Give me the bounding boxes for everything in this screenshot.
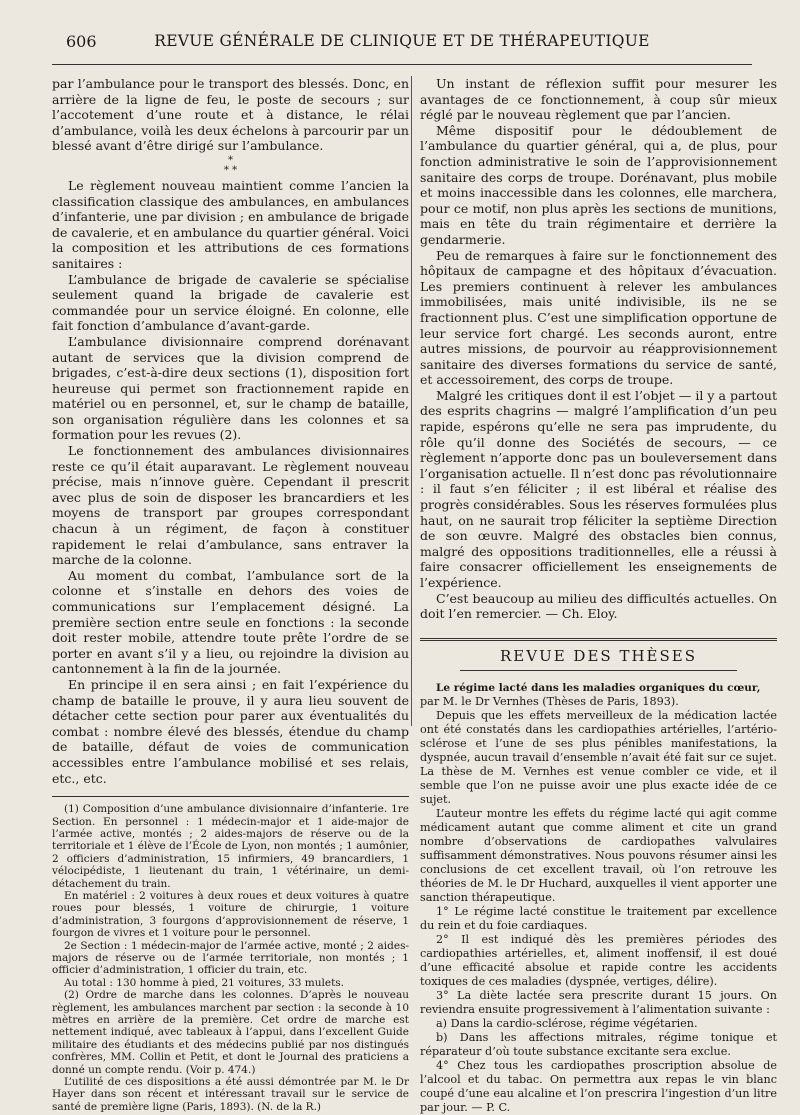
paragraph: 3° La diète lactée sera prescrite durant 15 jours. On reviendra ensuite progressivement à l’alimentation suivante : bbox=[420, 989, 777, 1017]
left-column bbox=[52, 76, 409, 1113]
footnotes bbox=[52, 796, 409, 1113]
right-column bbox=[420, 76, 777, 1115]
column-divider bbox=[411, 76, 412, 726]
paragraph: 1° Le régime lacté constitue le traitement par excellence du rein et du foie cardiaques. bbox=[420, 905, 777, 933]
section-stars: * * * bbox=[223, 154, 238, 176]
header-rule bbox=[52, 64, 752, 65]
paragraph: Un instant de réflexion suffit pour mesurer les avantages de ce fonctionnement, à coup sûr mieux réglé par le nouveau règlement que par l’ancien. bbox=[420, 76, 777, 123]
footnote: 2e Section : 1 médecin-major de l’armée active, monté ; 2 aides-majors de réserve ou de l’armée territoriale, non montés ; 1 officier d’administration, 1 officier du train, etc. bbox=[52, 939, 409, 977]
paragraph: 4° Chez tous les cardiopathes proscription absolue de l’alcool et du tabac. On permettra aux repas le vin blanc coupé d’une eau alcaline et l’on prescrira l’ingestion d’un litre par jour. — P. C. bbox=[420, 1059, 777, 1115]
paragraph: a) Dans la cardio-sclérose, régime végétarien. bbox=[436, 1017, 698, 1031]
paragraph: par l’ambulance pour le transport des blessés. Donc, en arrière de la ligne de feu, le poste de secours ; sur l’accotement d’une route et à distance, le rélai d’ambulance, voilà les deux échelons à parcourir par un blessé avant d’être dirigé sur l’ambulance. bbox=[52, 76, 409, 154]
running-header bbox=[52, 28, 752, 54]
thesis-review bbox=[420, 681, 777, 1115]
footnote: Au total : 130 homme à pied, 21 voitures, 33 mulets. bbox=[64, 976, 345, 989]
paragraph: En principe il en sera ainsi ; en fait l’expérience du champ de bataille le prouve, il y aura lieu souvent de détacher cette section pour parer aux éventualités du combat : nombre élevé des blessés, étendue du champ de bataille, défaut de voies de communication accessibles entre l’ambulance mobilisé et ses relais, etc., etc. bbox=[52, 676, 409, 786]
paragraph: Même dispositif pour le dédoublement de l’ambulance du quartier général, qui a, de plus, pour fonction administrative le soin de l’approvisionnement sanitaire des corps de troupe. Dorénavant, plus mobile et moins inaccessible dans les colonnes, elle marchera, pour ce motif, non plus après les sections de munitions, mais en tête du train régimentaire et derrière la gendarmerie. bbox=[420, 122, 777, 247]
paragraph: L’ambulance divisionnaire comprend dorénavant autant de services que la division comprend de brigades, c’est-à-dire deux sections (1), disposition fort heureuse qui permet son fractionnement rapide en matériel ou en personnel, et, sur le champ de bataille, son organisation régulière dans les colonnes et sa formation pour les revues (2). bbox=[52, 333, 409, 443]
thesis-heading bbox=[420, 681, 777, 695]
thesis-source: par M. le Dr Vernhes (Thèses de Paris, 1893). bbox=[420, 695, 679, 709]
footnote: L’utilité de ces dispositions a été aussi démontrée par M. le Dr Hayer dans son récent et intéressant travail sur le service de santé de première ligne (Paris, 1893). (N. de la R.) bbox=[52, 1076, 409, 1113]
paragraph: L’auteur montre les effets du régime lacté qui agit comme médicament autant que comme aliment et cite un grand nombre d’observations de cardiopathes valvulaires suffisamment démonstratives. Nous pouvons résumer ainsi les conclusions de cet excellent travail, où l’on retrouve les théories de M. le Dr Huchard, auxquelles il vient apporter une sanction thérapeutique. bbox=[420, 807, 777, 905]
paragraph: Le règlement nouveau maintient comme l’ancien la classification classique des ambulances, en ambulances d’infanterie, une par division ; en ambulance de brigade de cavalerie, et en ambulance du quartier général. Voici la composition et les attributions de ces formations sanitaires : bbox=[52, 177, 409, 271]
paragraph: Au moment du combat, l’ambulance sort de la colonne et s’installe en dehors des voies de communications sur l’emplacement désigné. La première section entre seule en fonctions : la seconde doit rester mobile, attendre toute prête l’ordre de se porter en avant s’il y a lieu, ou rejoindre la division au cantonnement à la fin de la journée. bbox=[52, 567, 409, 677]
thesis-title: Le régime lacté dans les maladies organiques du cœur, bbox=[436, 682, 761, 695]
paragraph: b) Dans les affections mitrales, régime tonique et réparateur d’où toute substance excitante sera exclue. bbox=[420, 1031, 777, 1059]
section-rule bbox=[420, 638, 777, 641]
footnote: (2) Ordre de marche dans les colonnes. D’après le nouveau règlement, les ambulances marchent par section : la seconde à 10 mètres en arrière de la première. Cet ordre de marche est nettement indiqué, avec tableaux à l’appui, dans l’excellent Guide militaire des étudiants et des médecins publié par nos distingués confrères, MM. Collin et Petit, et dont le Journal des praticiens a donné un compte rendu. (Voir p. 474.) bbox=[52, 989, 409, 1076]
running-title: REVUE GÉNÉRALE DE CLINIQUE ET DE THÉRAPEUTIQUE bbox=[154, 32, 650, 50]
footnote: En matériel : 2 voitures à deux roues et deux voitures à quatre roues pour blessés, 1 voiture de chirurgie, 1 voiture d’administration, 3 fourgons d’approvisionnement de réserve, 1 fourgon de vivres et 1 voiture pour le personnel. bbox=[52, 889, 409, 940]
paragraph: C’est beaucoup au milieu des difficultés actuelles. On doit l’en remercier. — Ch. Eloy. bbox=[420, 590, 777, 622]
paragraph: Malgré les critiques dont il est l’objet — il y a partout des esprits chagrins — malgré l’amplification d’un peu rapide, espérons qu’elle ne sera pas imprudente, du rôle qu’il donne des Sociétés de secours, — ce règlement n’apporte donc pas un bouleversement dans l’organisation actuelle. Il n’est donc pas révolutionnaire : il faut s’en féliciter ; il est libéral et réalise des progrès considérables. Sous les réserves formulées plus haut, on ne saurait trop féliciter la septième Direction de son œuvre. Malgré des obstacles bien connus, malgré des oppositions traditionnelles, elle a réussi à faire consacrer officiellement les enseignements de l’expérience. bbox=[420, 387, 777, 590]
footnote: (1) Composition d’une ambulance divisionnaire d’infanterie. 1re Section. En personnel : 1 médecin-major et 1 aide-major de l’armée active, montés ; 2 aides-majors de réserve ou de la territoriale et 1 élève de l’École de Lyon, non montés ; 1 aumônier, 2 officiers d’administration, 15 infirmiers, 49 brancardiers, 1 vélocipédiste, 1 lieutenant du train, 1 vétérinaire, un demi-détachement du train. bbox=[52, 803, 409, 890]
paragraph: Depuis que les effets merveilleux de la médication lactée ont été constatés dans les cardiopathies artérielles, l’artério-sclérose et l’une de ses plus pénibles manifestations, la dyspnée, aucun travail d’ensemble n’avait été fait sur ce sujet. La thèse de M. Vernhes est venue combler ce vide, et il semble que l’on ne puisse avoir une plus exacte idée de ce sujet. bbox=[420, 709, 777, 807]
paragraph: Peu de remarques à faire sur le fonctionnement des hôpitaux de campagne et des hôpitaux d’évacuation. Les premiers continuent à relever les ambulances immobilisées, mais unité indivisible, ils ne se fractionnent plus. C’est une simplification opportune de leur service fort chargé. Les seconds auront, entre autres missions, de pourvoir au réapprovisionnement sanitaire des diverses formations du service de santé, et accessoirement, des corps de troupe. bbox=[420, 247, 777, 388]
paragraph: L’ambulance de brigade de cavalerie se spécialise seulement quand la brigade de cavalerie est commandée pour un service éloigné. En colonne, elle fait fonction d’ambulance d’avant-garde. bbox=[52, 271, 409, 334]
section-subrule bbox=[460, 670, 737, 671]
paragraph: Le fonctionnement des ambulances divisionnaires reste ce qu’il était auparavant. Le règlement nouveau précise, mais n’innove guère. Cependant il prescrit avec plus de soin de disposer les brancardiers et les moyens de transport par groupes correspondant chacun à un régiment, de façon à constituer rapidement le relai d’ambulance, sans entraver la marche de la colonne. bbox=[52, 443, 409, 568]
page-number: 606 bbox=[66, 32, 97, 51]
section-title: REVUE DES THÈSES bbox=[500, 646, 697, 665]
paragraph: 2° Il est indiqué dès les premières périodes des cardiopathies artérielles, et, aliment inoffensif, il est doué d’une efficacité absolue et rapide contre les accidents toxiques de ces maladies (dyspnée, vertiges, délire). bbox=[420, 933, 777, 989]
